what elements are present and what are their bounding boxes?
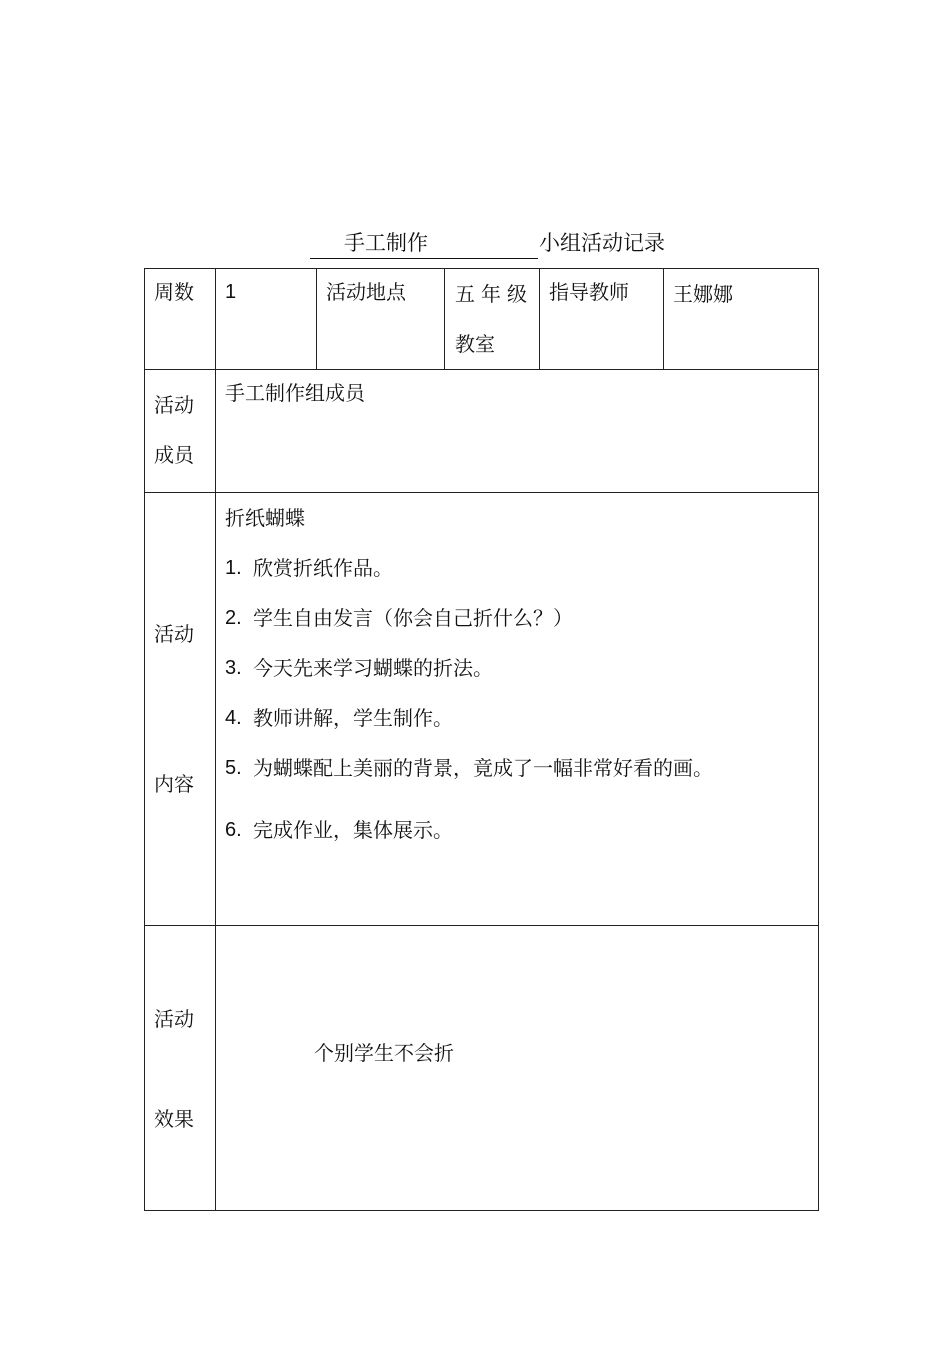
list-item	[225, 755, 818, 793]
teacher-label-cell	[540, 269, 664, 370]
members-value: 手工制作组成员	[225, 381, 365, 405]
teacher-value: 王娜娜	[673, 282, 733, 306]
venue-label-cell	[317, 269, 445, 370]
list-item	[225, 605, 818, 631]
step-text: 完成作业，集体展示。	[253, 818, 453, 842]
members-value-cell	[216, 370, 819, 493]
week-label-cell	[145, 269, 216, 370]
effect-row	[145, 926, 819, 1211]
teacher-label: 指导教师	[549, 280, 629, 304]
list-item	[225, 655, 818, 681]
step-number: 1.	[225, 557, 242, 579]
content-value-cell	[216, 493, 819, 926]
content-label-line1: 活动	[154, 622, 194, 646]
step-text: 欣赏折纸作品。	[253, 556, 393, 580]
content-topic: 折纸蝴蝶	[225, 506, 305, 530]
step-number: 3.	[225, 657, 242, 679]
list-item	[225, 705, 818, 731]
content-row	[145, 493, 819, 926]
info-row	[145, 269, 819, 370]
effect-label-cell	[145, 926, 216, 1211]
members-row	[145, 370, 819, 493]
step-text: 为蝴蝶配上美丽的背景，竟成了一幅非常好看的画。	[253, 756, 713, 780]
page-title	[310, 228, 665, 258]
effect-label-line2: 效果	[154, 1107, 194, 1131]
members-label-line2: 成员	[154, 443, 194, 467]
step-number: 6.	[225, 819, 242, 841]
content-label-line2: 内容	[154, 772, 194, 796]
step-number: 2.	[225, 607, 242, 629]
effect-value: 个别学生不会折	[314, 1041, 454, 1065]
week-value: 1	[225, 281, 237, 303]
activity-record-table	[144, 268, 819, 1211]
venue-value-line2: 教室	[455, 332, 495, 356]
step-text: 教师讲解，学生制作。	[253, 706, 453, 730]
teacher-value-cell	[664, 269, 819, 370]
group-name: 手工制作	[310, 228, 538, 259]
step-number: 5.	[225, 757, 242, 779]
title-suffix: 小组活动记录	[539, 231, 665, 255]
content-label-cell	[145, 493, 216, 926]
effect-value-cell	[216, 926, 819, 1211]
step-text: 今天先来学习蝴蝶的折法。	[253, 656, 493, 680]
list-item	[225, 817, 818, 843]
week-label: 周数	[154, 280, 194, 304]
effect-label-line1: 活动	[154, 1007, 194, 1031]
step-text: 学生自由发言（你会自己折什么？）	[253, 606, 573, 630]
venue-label: 活动地点	[326, 280, 406, 304]
venue-value-line1: 五年级	[455, 282, 533, 306]
step-number: 4.	[225, 707, 242, 729]
week-value-cell	[216, 269, 317, 370]
members-label-line1: 活动	[154, 393, 194, 417]
list-item	[225, 555, 818, 581]
venue-value-cell	[445, 269, 540, 370]
members-label-cell	[145, 370, 216, 493]
